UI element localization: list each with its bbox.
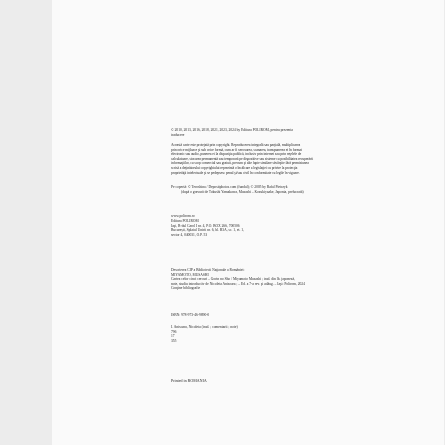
publisher-website[interactable]: www.polirom.ro <box>171 214 195 218</box>
printed-in <box>171 379 403 384</box>
cip-description <box>171 268 403 291</box>
printed-in-text: Printed in ROMANIA <box>171 379 207 383</box>
cip-line: Conţine bibliografie <box>171 286 201 291</box>
cip-line: Descrierea CIP a Bibliotecii Naţionale a României: <box>171 268 245 272</box>
cover-credit-line: Pe copertă: © Teroshina / Depositphotos.com (fundal); © 2005 by Rafal Pietrzyk <box>171 185 288 189</box>
cip-line: Cartea celor cinci cercuri – Gorin no Sho / Miyamoto Musashi ; trad. din lb. japoneză, <box>171 277 295 282</box>
rights-line: Această carte este protejată prin copyright. Reproducerea integrală sau parţială, multiplicarea <box>171 143 301 147</box>
cip-author: MIYAMOTO, MUSASHI <box>171 272 209 277</box>
isbn <box>171 313 403 318</box>
cover-credits <box>171 185 403 194</box>
classification-code: 796 <box>171 329 177 334</box>
rights-line: calculatoare, stocarea permanentă sau temporară pe dispozitive sau sisteme cu posibilitatea recuperării <box>171 156 314 161</box>
copyright-notice <box>171 128 403 137</box>
rights-line: proprietăţii intelectuale şi se pedepsesc penal şi/sau civil în conformitate cu legile în vigoare. <box>171 170 300 175</box>
rights-line: electronic sau audio, punerea ei la dispoziţia publică, inclusiv prin internet sau prin reţelele de <box>171 152 302 157</box>
cip-line: note, studiu introductiv de Nicoleta Anisoara ; – Ed. a 7-a rev. şi adăug. – Iaşi: Polirom, 2024 <box>171 281 305 286</box>
classification-line: I. Anisoara, Nicoleta (trad. ; comentarii ; note) <box>171 325 238 329</box>
isbn-value: ISBN: 978-973-46-9890-0 <box>171 313 210 317</box>
classification-code: 355 <box>171 338 177 343</box>
rights-line: prin orice mijloace şi sub orice formă, cum ar fi xeroxarea, scanarea, transpunerea ei în format <box>171 147 302 152</box>
rights-paragraph <box>171 143 403 175</box>
classification <box>171 325 403 343</box>
publisher-address: Iaşi, B-dul Carol I nr. 4, P.O. BOX 266, 700506 <box>171 223 240 228</box>
copyright-line: traducere <box>171 132 185 137</box>
book-page <box>52 0 444 445</box>
publisher-name: Editura POLIROM <box>171 218 199 223</box>
rights-line: scrisă a deţinătorului copyrightului reprezintă o încălcare a legislaţiei cu privire la protecţia <box>171 165 298 170</box>
classification-code: 17 <box>171 334 175 339</box>
publisher-info <box>171 214 403 238</box>
publisher-address: sector 4, 040031, O.P. 53 <box>171 233 208 238</box>
rights-line: informaţiilor, cu scop comercial sau gratuit, precum şi alte fapte similare săvârşite fără permisiunea <box>171 161 309 166</box>
cover-credit-line: (după o gravură de Tokushi Yamakawa, Musashi – Kozukiyaake, Japonia, prelucrată) <box>181 189 304 194</box>
publisher-address: București, Splaiul Unirii nr. 6, bl. B3A, sc. 1, et. 1, <box>171 228 244 233</box>
copyright-line: © 2010, 2013, 2016, 2018, 2021, 2023, 2024 by Editura POLIROM, pentru prezenta <box>171 128 293 132</box>
